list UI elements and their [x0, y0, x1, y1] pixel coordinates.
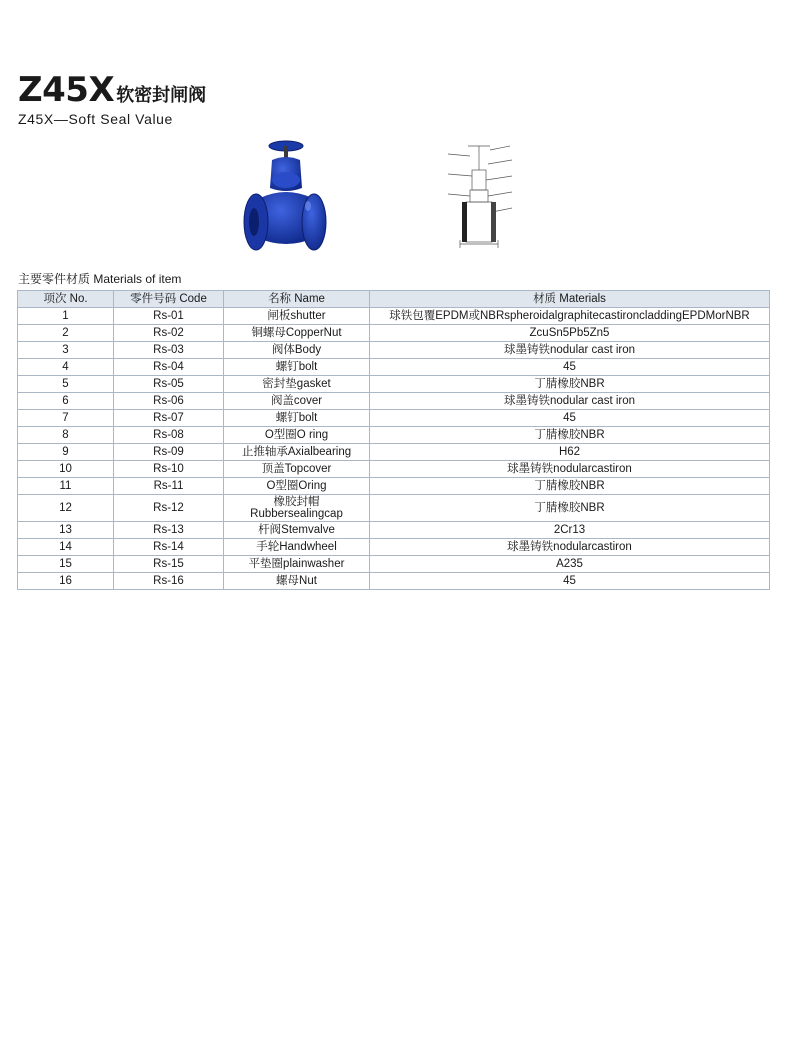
cell-no: 12 [18, 495, 114, 522]
cell-name: 密封垫gasket [224, 376, 370, 393]
table-row [18, 495, 770, 522]
table-row [18, 478, 770, 495]
cell-code: Rs-10 [114, 461, 224, 478]
cell-material: ZcuSn5Pb5Zn5 [370, 325, 770, 342]
table-row [18, 556, 770, 573]
cell-code: Rs-02 [114, 325, 224, 342]
product-subtitle: Z45X—Soft Seal Value [18, 111, 173, 127]
cell-name: 铜螺母CopperNut [224, 325, 370, 342]
materials-section-label: 主要零件材质 Materials of item [18, 272, 182, 286]
table-row [18, 325, 770, 342]
cell-material: 丁腈橡胶NBR [370, 495, 770, 522]
table-row [18, 573, 770, 590]
cell-no: 14 [18, 539, 114, 556]
cell-name: 平垫圈plainwasher [224, 556, 370, 573]
cell-code: Rs-06 [114, 393, 224, 410]
cell-no: 11 [18, 478, 114, 495]
cell-no: 7 [18, 410, 114, 427]
table-row [18, 376, 770, 393]
cell-no: 4 [18, 359, 114, 376]
cell-no: 3 [18, 342, 114, 359]
cell-material: 45 [370, 573, 770, 590]
cell-code: Rs-15 [114, 556, 224, 573]
cell-no: 10 [18, 461, 114, 478]
header-no: 项次 No. [18, 291, 114, 308]
gate-valve-photo [238, 138, 328, 256]
cell-name: O型圈Oring [224, 478, 370, 495]
cell-name: O型圈O ring [224, 427, 370, 444]
cell-code: Rs-12 [114, 495, 224, 522]
cell-material: A235 [370, 556, 770, 573]
cell-name: 顶盖Topcover [224, 461, 370, 478]
cell-material: H62 [370, 444, 770, 461]
cell-no: 1 [18, 308, 114, 325]
table-row [18, 393, 770, 410]
cell-name: 螺钉bolt [224, 410, 370, 427]
cell-name [224, 495, 370, 522]
cell-code: Rs-05 [114, 376, 224, 393]
header-name: 名称 Name [224, 291, 370, 308]
page-title [18, 70, 206, 110]
cell-code: Rs-07 [114, 410, 224, 427]
cell-code: Rs-16 [114, 573, 224, 590]
cell-no: 16 [18, 573, 114, 590]
cell-no: 9 [18, 444, 114, 461]
cell-code: Rs-01 [114, 308, 224, 325]
cell-name: 杆阀Stemvalve [224, 522, 370, 539]
gate-valve-drawing [440, 140, 518, 255]
cell-material: 球铁包覆EPDM或NBRspheroidalgraphitecastironcladdingEPDMorNBR [370, 308, 770, 325]
table-header-row [18, 291, 770, 308]
cell-name: 螺母Nut [224, 573, 370, 590]
cell-no: 2 [18, 325, 114, 342]
cell-code: Rs-11 [114, 478, 224, 495]
cell-material: 球墨铸铁nodularcastiron [370, 461, 770, 478]
product-name-cn: 软密封闸阀 [116, 85, 207, 106]
table-row [18, 522, 770, 539]
cell-material: 丁腈橡胶NBR [370, 376, 770, 393]
cell-material: 球墨铸铁nodularcastiron [370, 539, 770, 556]
table-row [18, 461, 770, 478]
cell-no: 6 [18, 393, 114, 410]
cell-no: 15 [18, 556, 114, 573]
cell-name: 阀体Body [224, 342, 370, 359]
cell-code: Rs-03 [114, 342, 224, 359]
cell-name-line1: 橡胶封帽 [273, 496, 320, 508]
cell-material: 丁腈橡胶NBR [370, 427, 770, 444]
table-row [18, 410, 770, 427]
cell-name: 手轮Handwheel [224, 539, 370, 556]
table-row [18, 539, 770, 556]
cell-material: 球墨铸铁nodular cast iron [370, 342, 770, 359]
cell-code: Rs-08 [114, 427, 224, 444]
cell-code: Rs-09 [114, 444, 224, 461]
cell-material: 2Cr13 [370, 522, 770, 539]
cell-no: 5 [18, 376, 114, 393]
cell-material: 45 [370, 410, 770, 427]
materials-table [17, 290, 770, 590]
cell-name: 阀盖cover [224, 393, 370, 410]
cell-name-line2: Rubbersealingcap [250, 508, 343, 520]
model-code: Z45X [18, 70, 115, 110]
cell-name: 止推轴承Axialbearing [224, 444, 370, 461]
header-code: 零件号码 Code [114, 291, 224, 308]
cell-material: 45 [370, 359, 770, 376]
table-row [18, 427, 770, 444]
cell-code: Rs-14 [114, 539, 224, 556]
header-materials: 材质 Materials [370, 291, 770, 308]
table-row [18, 342, 770, 359]
cell-material: 球墨铸铁nodular cast iron [370, 393, 770, 410]
cell-name: 螺钉bolt [224, 359, 370, 376]
table-row [18, 308, 770, 325]
cell-no: 13 [18, 522, 114, 539]
cell-name: 闸板shutter [224, 308, 370, 325]
table-row [18, 444, 770, 461]
cell-no: 8 [18, 427, 114, 444]
cell-code: Rs-04 [114, 359, 224, 376]
cell-material: 丁腈橡胶NBR [370, 478, 770, 495]
table-row [18, 359, 770, 376]
cell-code: Rs-13 [114, 522, 224, 539]
